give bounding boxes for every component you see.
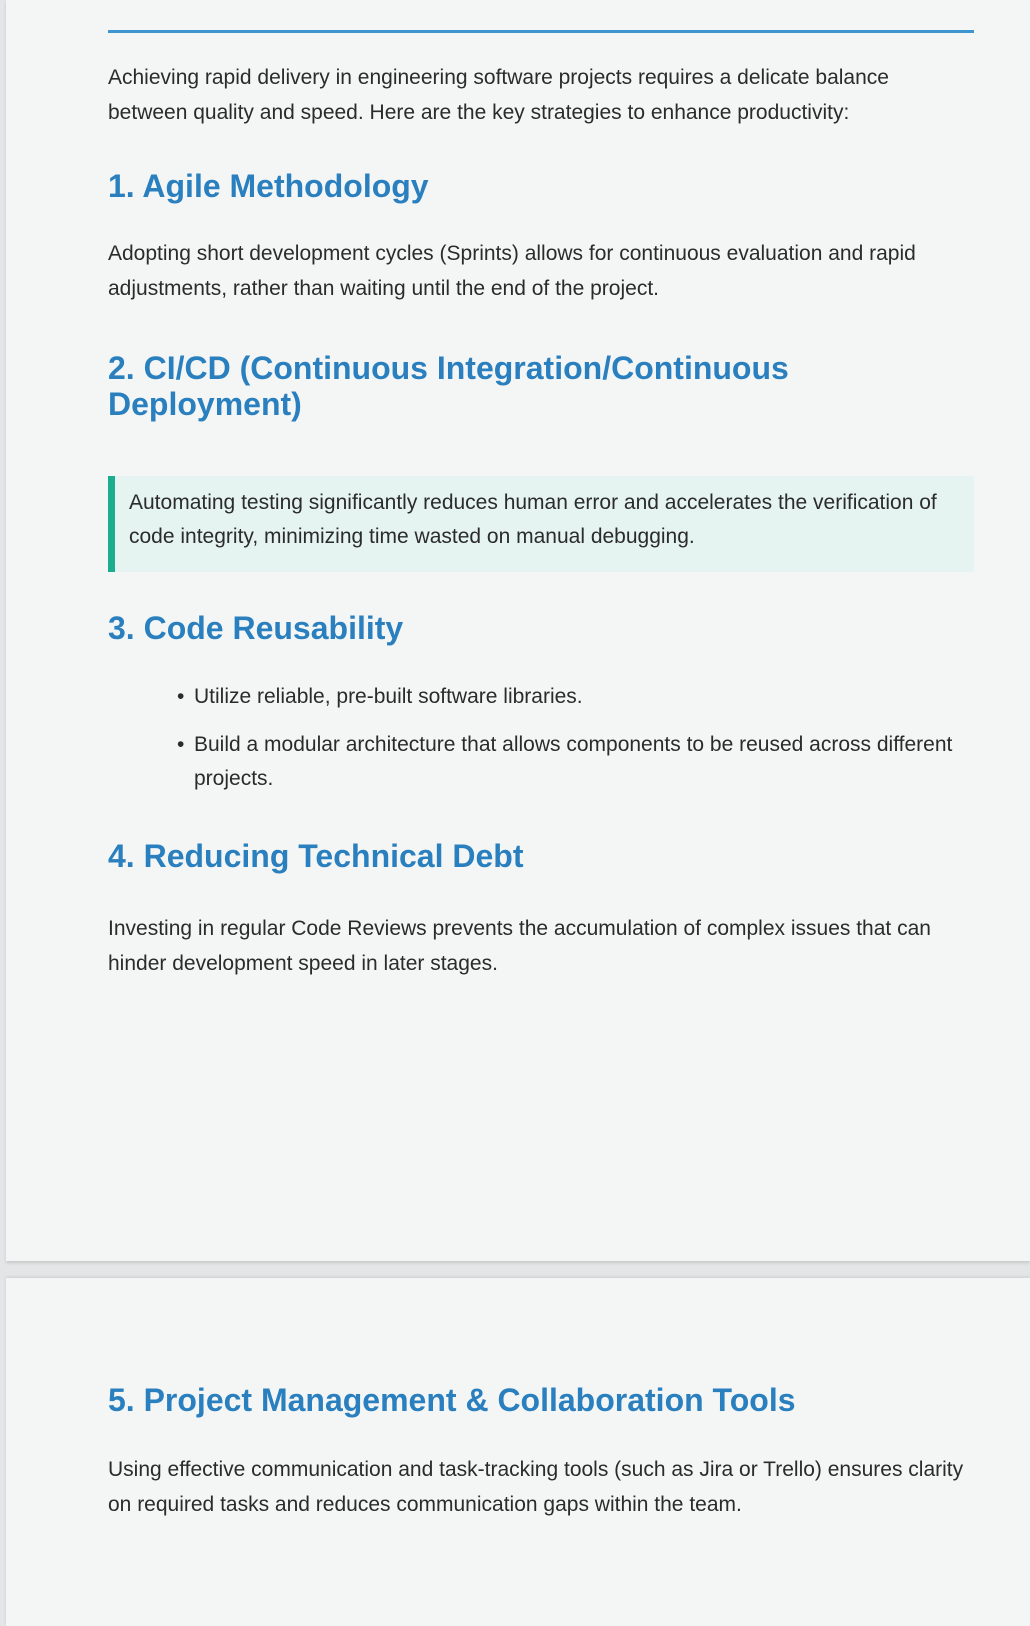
section-3-heading: 3. Code Reusability <box>108 610 404 646</box>
section-4 <box>108 838 974 874</box>
bullet-icon: • <box>177 685 185 708</box>
section-4-text: Investing in regular Code Reviews prevents the accumulation of complex issues that can hinder development speed in later stages. <box>108 917 931 975</box>
list-item-text: Utilize reliable, pre-built software libraries. <box>194 685 583 708</box>
section-3-bullet-list <box>177 680 974 810</box>
section-3 <box>108 610 974 646</box>
intro-paragraph <box>108 60 974 130</box>
section-5-heading: 5. Project Management & Collaboration Tools <box>108 1382 796 1418</box>
section-1-heading: 1. Agile Methodology <box>108 168 429 204</box>
document-page-2 <box>6 1278 1030 1626</box>
list-item-text: Build a modular architecture that allows components to be reused across different projects. <box>194 733 953 790</box>
section-5-text: Using effective communication and task-tracking tools (such as Jira or Trello) ensures clarity on required tasks and reduces communication gaps within the team. <box>108 1458 964 1516</box>
bullet-icon: • <box>177 733 185 756</box>
list-item <box>177 680 974 714</box>
section-2-callout <box>108 476 974 572</box>
section-2-callout-text: Automating testing significantly reduces human error and accelerates the verification of code integrity, minimizing time wasted on manual debugging. <box>129 491 937 548</box>
section-2 <box>108 350 808 422</box>
section-5 <box>108 1382 974 1418</box>
section-2-heading: 2. CI/CD (Continuous Integration/Continuous Deployment) <box>108 350 789 422</box>
intro-text: Achieving rapid delivery in engineering software projects requires a delicate balance between quality and speed. Here are the key strategies to enhance productivity: <box>108 66 889 124</box>
section-4-heading: 4. Reducing Technical Debt <box>108 838 524 874</box>
section-1 <box>108 168 974 204</box>
section-5-body <box>108 1452 974 1522</box>
title-underline <box>108 30 974 33</box>
document-page-1 <box>6 0 1030 1261</box>
section-1-text: Adopting short development cycles (Sprints) allows for continuous evaluation and rapid adjustments, rather than waiting until the end of the project. <box>108 242 916 300</box>
list-item <box>177 728 974 796</box>
section-1-body <box>108 236 974 306</box>
section-4-body <box>108 911 974 981</box>
